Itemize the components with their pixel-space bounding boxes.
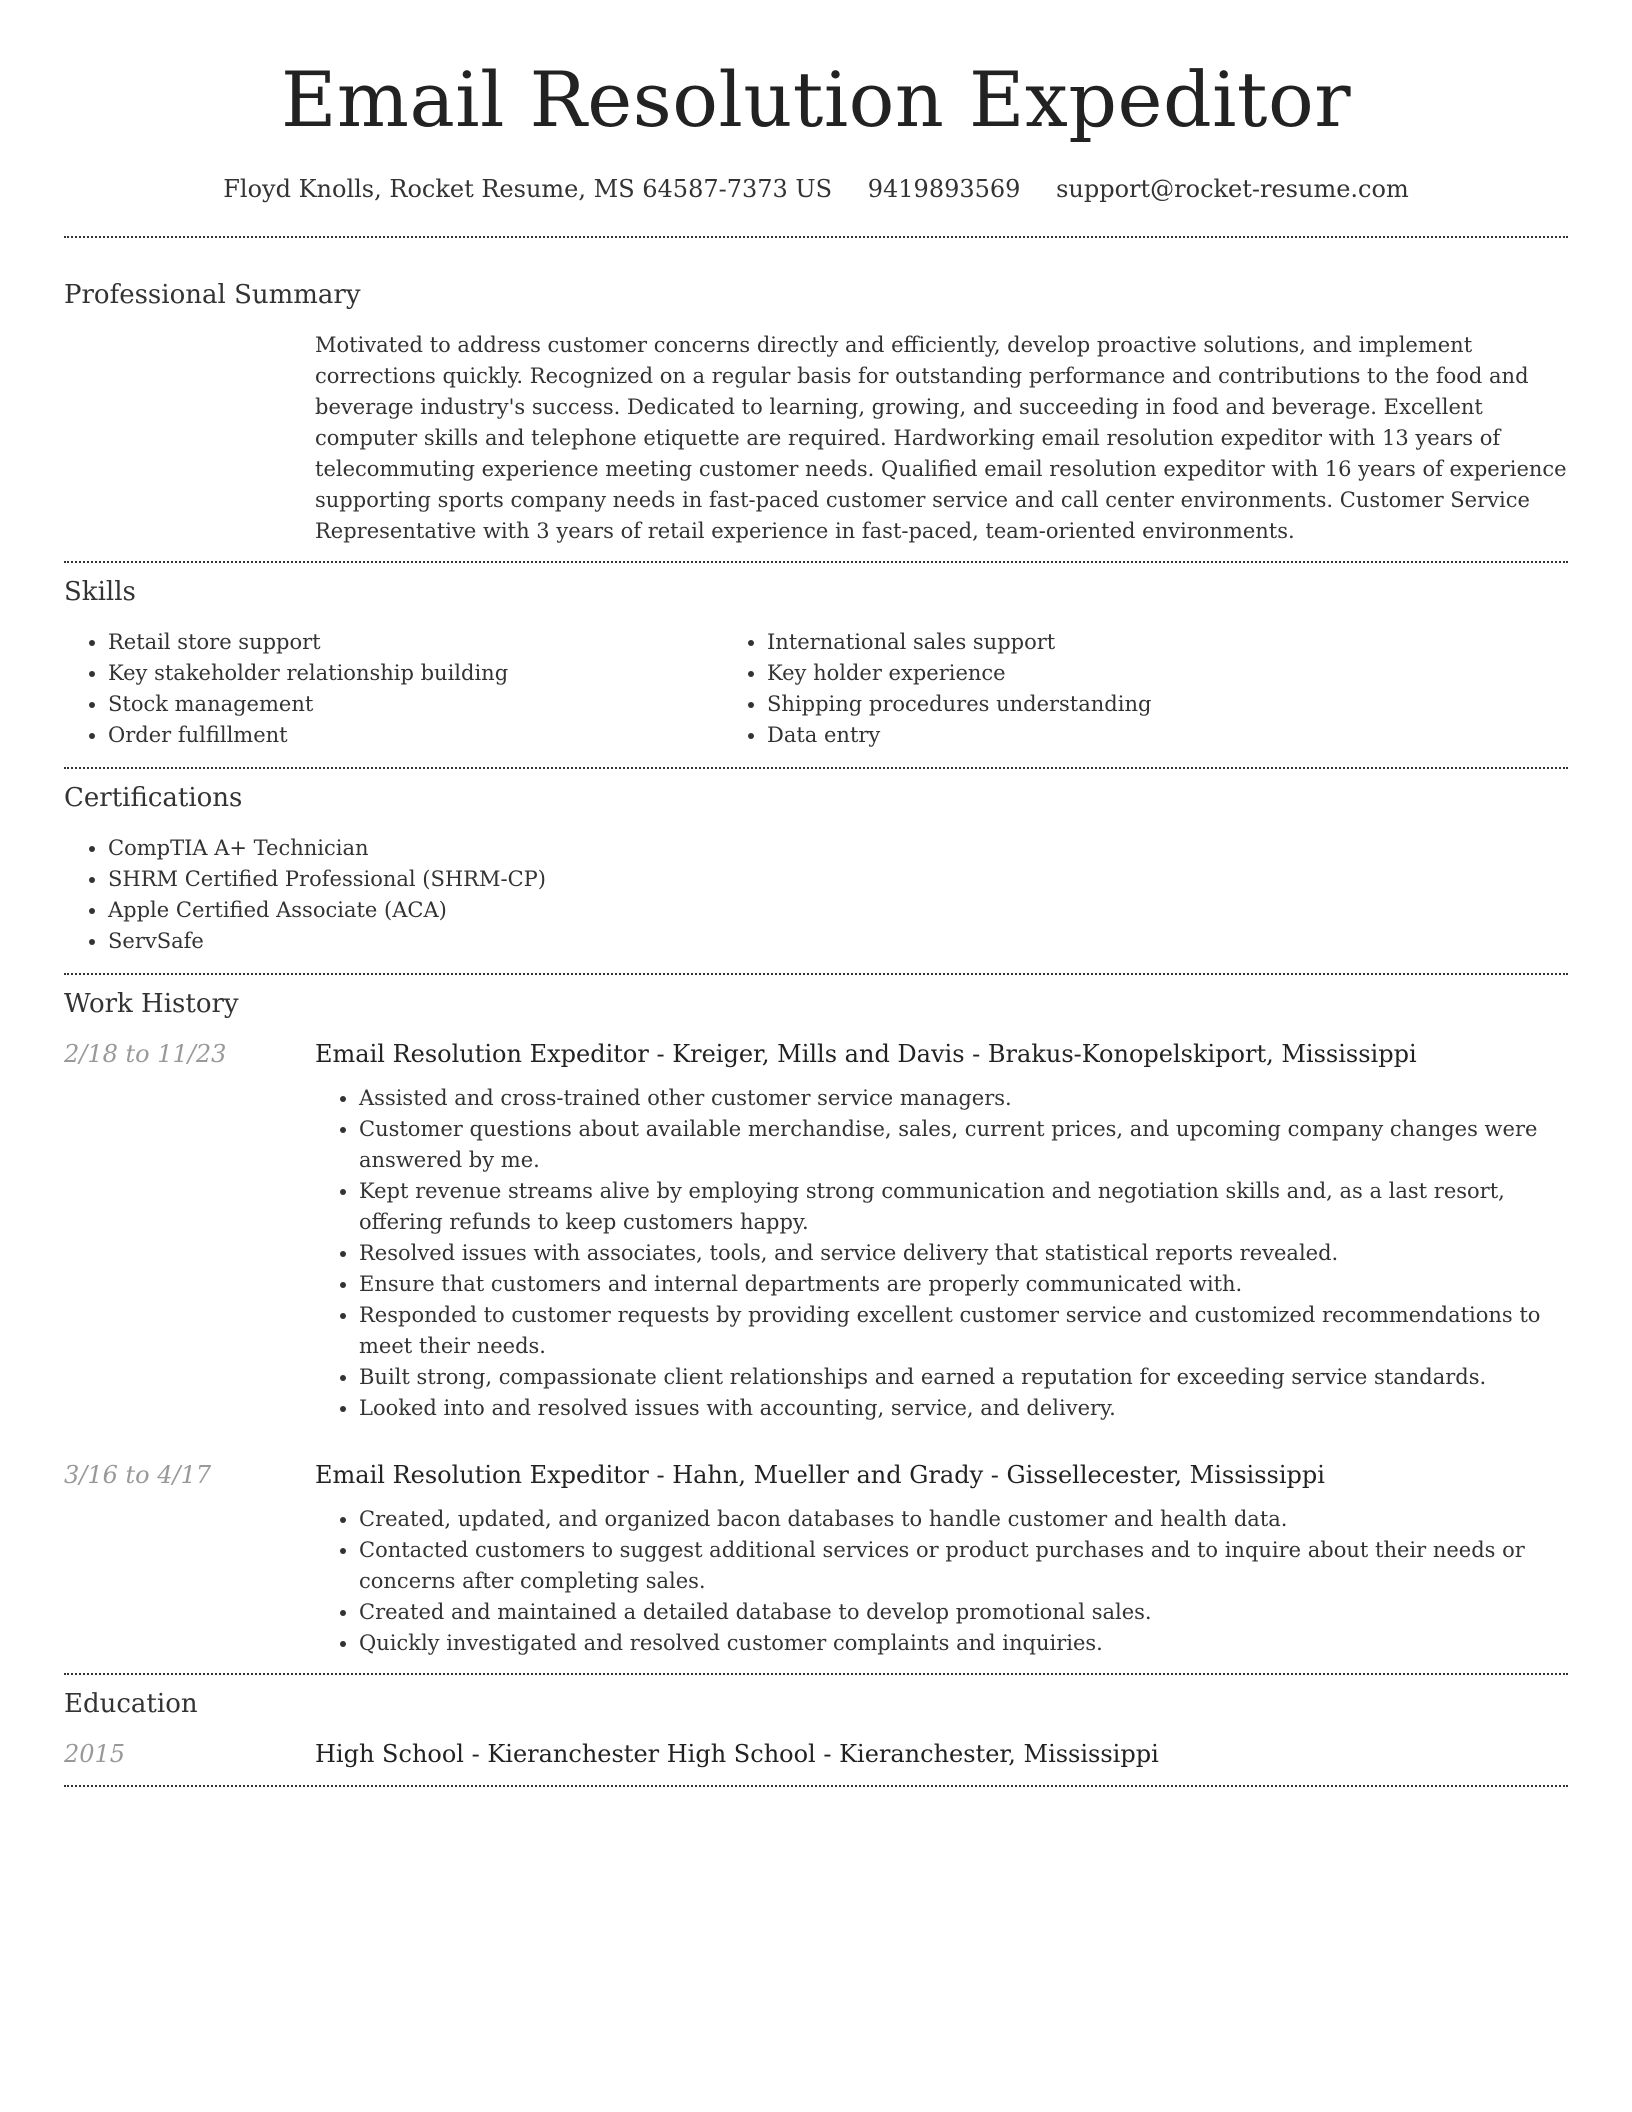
job-bullet: • Resolved issues with associates, tools, and service delivery that statistical reports revealed. — [359, 1238, 1568, 1269]
certification-item: • Apple Certified Associate (ACA) — [108, 895, 1568, 926]
contact-address: Floyd Knolls, Rocket Resume, MS 64587-7373 US — [223, 175, 833, 203]
job-entry — [64, 1458, 1568, 1659]
job-bullet: • Created, updated, and organized bacon databases to handle customer and health data. — [359, 1504, 1568, 1535]
job-dates: 3/16 to 4/17 — [64, 1461, 212, 1489]
section-title-work: Work History — [64, 989, 239, 1019]
skills-section — [64, 563, 1568, 751]
job-bullet: • Responded to customer requests by providing excellent customer service and customized recommendations to meet their needs. — [359, 1300, 1568, 1362]
contact-line — [64, 172, 1568, 206]
job-bullets — [315, 1083, 1568, 1424]
summary-section — [64, 238, 1568, 547]
skill-item: • International sales support — [767, 627, 1382, 658]
education-year: 2015 — [64, 1740, 126, 1768]
section-title-certifications: Certifications — [64, 783, 243, 813]
job-bullet: • Quickly investigated and resolved customer complaints and inquiries. — [359, 1628, 1568, 1659]
skill-item: • Stock management — [108, 689, 723, 720]
certifications-list — [64, 833, 1568, 957]
skill-item: • Key stakeholder relationship building — [108, 658, 723, 689]
job-title: Email Resolution Expeditor - Hahn, Mueller and Grady - Gissellecester, Mississippi — [315, 1461, 1325, 1489]
job-bullet: • Assisted and cross-trained other customer service managers. — [359, 1083, 1568, 1114]
job-dates: 2/18 to 11/23 — [64, 1040, 227, 1068]
education-title: High School - Kieranchester High School - Kieranchester, Mississippi — [315, 1740, 1159, 1768]
resume-title: Email Resolution Expeditor — [280, 55, 1352, 144]
job-bullet: • Ensure that customers and internal departments are properly communicated with. — [359, 1269, 1568, 1300]
job-bullet: • Kept revenue streams alive by employing strong communication and negotiation skills and, as a last resort, offering refunds to keep customers happy. — [359, 1176, 1568, 1238]
job-entry — [64, 1037, 1568, 1424]
skill-item: • Data entry — [767, 720, 1382, 751]
skill-item: • Shipping procedures understanding — [767, 689, 1382, 720]
job-bullet: • Looked into and resolved issues with accounting, service, and delivery. — [359, 1393, 1568, 1424]
education-section — [64, 1675, 1568, 1771]
section-title-education: Education — [64, 1689, 198, 1719]
certification-item: • CompTIA A+ Technician — [108, 833, 1568, 864]
divider — [64, 1785, 1568, 1787]
skill-item: • Order fulfillment — [108, 720, 723, 751]
summary-text: Motivated to address customer concerns directly and efficiently, develop proactive solutions, and implement corrections quickly. Recognized on a regular basis for outstanding performance and contributions to the food and beverage industry's success. Dedicated to learning, growing, and succeeding in food and beverage. Excellent computer skills and telephone etiquette are required. Hardworking email resolution expeditor with 13 years of telecommuting experience meeting customer needs. Qualified email resolution expeditor with 16 years of experience supporting sports company needs in fast-paced customer service and call center environments. Customer Service Representative with 3 years of retail experience in fast-paced, team-oriented environments. — [315, 333, 1567, 543]
section-title-skills: Skills — [64, 577, 136, 607]
job-bullet: • Built strong, compassionate client relationships and earned a reputation for exceeding service standards. — [359, 1362, 1568, 1393]
job-title: Email Resolution Expeditor - Kreiger, Mills and Davis - Brakus-Konopelskiport, Mississippi — [315, 1040, 1417, 1068]
skill-item: • Key holder experience — [767, 658, 1382, 689]
skills-list-left — [64, 627, 723, 751]
job-bullet: • Contacted customers to suggest additional services or product purchases and to inquire about their needs or concerns after completing sales. — [359, 1535, 1568, 1597]
job-bullet: • Created and maintained a detailed database to develop promotional sales. — [359, 1597, 1568, 1628]
certifications-section — [64, 769, 1568, 957]
education-entry — [64, 1737, 1568, 1771]
job-bullet: • Customer questions about available merchandise, sales, current prices, and upcoming company changes were answered by me. — [359, 1114, 1568, 1176]
certification-item: • ServSafe — [108, 926, 1568, 957]
skills-list-right — [723, 627, 1382, 751]
resume-page — [64, 0, 1568, 1787]
contact-phone: 9419893569 — [867, 175, 1021, 203]
job-bullets — [315, 1504, 1568, 1659]
section-title-summary: Professional Summary — [64, 280, 361, 310]
certification-item: • SHRM Certified Professional (SHRM-CP) — [108, 864, 1568, 895]
skill-item: • Retail store support — [108, 627, 723, 658]
work-history-section — [64, 975, 1568, 1673]
contact-email: support@rocket-resume.com — [1056, 175, 1409, 203]
